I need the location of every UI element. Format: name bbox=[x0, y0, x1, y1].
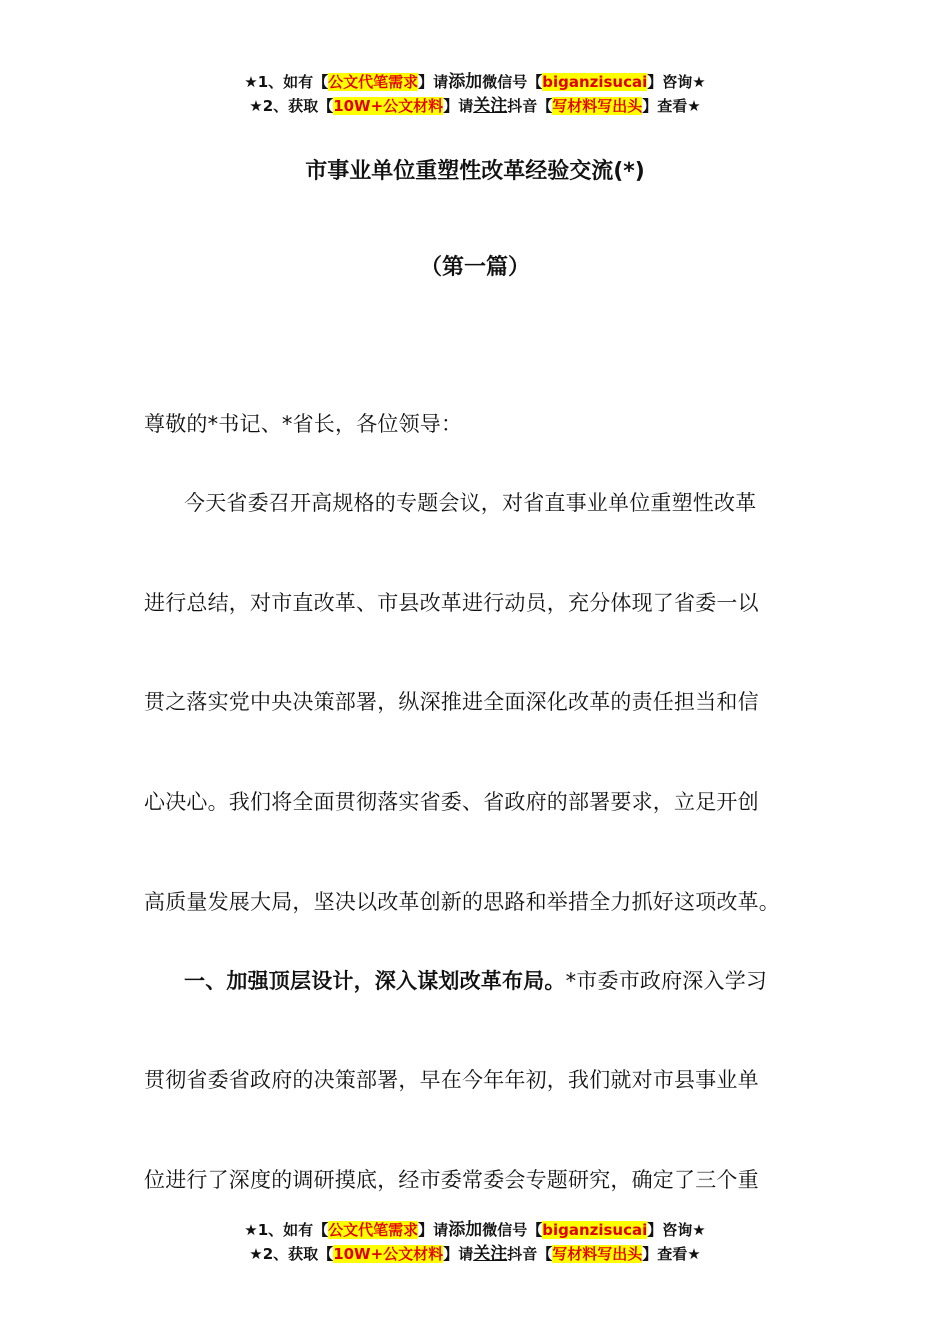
promo-text: 】请 bbox=[418, 73, 449, 91]
promo-douyin-id: 写材料写出头 bbox=[552, 97, 643, 115]
paragraph-line: 贯彻省委省政府的决策部署，早在今年年初，我们就对市县事业单 bbox=[144, 1068, 759, 1092]
promo-emphasis: 关注 bbox=[473, 96, 508, 116]
promo-text: 】咨询★ bbox=[647, 73, 706, 91]
paragraph-line: 高质量发展大局，坚决以改革创新的思路和举措全力抓好这项改革。 bbox=[144, 890, 780, 914]
paragraph-line: 位进行了深度的调研摸底，经市委常委会专题研究，确定了三个重 bbox=[144, 1168, 759, 1192]
document-subtitle: （第一篇） bbox=[419, 255, 530, 280]
promo-emphasis: 关注 bbox=[473, 1244, 508, 1264]
paragraph-line: 贯之落实党中央决策部署，纵深推进全面深化改革的责任担当和信 bbox=[144, 690, 759, 714]
promo-highlight: 公文代笔需求 bbox=[328, 73, 419, 91]
salutation: 尊敬的*书记、*省长，各位领导： bbox=[144, 412, 463, 436]
promo-highlight: 10W+公文材料 bbox=[333, 97, 444, 115]
promo-banner-bottom bbox=[0, 1218, 950, 1266]
section-heading: 一、加强顶层设计，深入谋划改革布局。 bbox=[184, 969, 566, 993]
promo-highlight: 10W+公文材料 bbox=[333, 1245, 444, 1263]
paragraph-text: *市委市政府深入学习 bbox=[565, 969, 768, 993]
promo-text: 】请 bbox=[443, 97, 474, 115]
promo-text: 抖音【 bbox=[507, 97, 553, 115]
promo-line-2 bbox=[0, 1242, 950, 1266]
paragraph-line: 今天省委召开高规格的专题会议，对省直事业单位重塑性改革 bbox=[184, 491, 757, 515]
promo-line-2 bbox=[0, 94, 950, 118]
promo-douyin-id: 写材料写出头 bbox=[552, 1245, 643, 1263]
promo-wechat-id: biganzisucai bbox=[542, 73, 648, 91]
promo-text: 微信号【 bbox=[482, 73, 543, 91]
paragraph-line: 心决心。我们将全面贯彻落实省委、省政府的部署要求，立足开创 bbox=[144, 790, 759, 814]
promo-banner-top bbox=[0, 70, 950, 118]
promo-text: 抖音【 bbox=[507, 1245, 553, 1263]
promo-text: 】请 bbox=[418, 1221, 449, 1239]
promo-emphasis: 添加 bbox=[448, 72, 483, 92]
promo-text: ★1、如有【 bbox=[244, 1221, 329, 1239]
paragraph-line: 进行总结，对市直改革、市县改革进行动员，充分体现了省委一以 bbox=[144, 591, 759, 615]
promo-text: 】咨询★ bbox=[647, 1221, 706, 1239]
promo-wechat-id: biganzisucai bbox=[542, 1221, 648, 1239]
promo-text: 微信号【 bbox=[482, 1221, 543, 1239]
promo-text: ★2、获取【 bbox=[249, 1245, 334, 1263]
paragraph-line bbox=[144, 965, 864, 995]
promo-line-1 bbox=[0, 70, 950, 94]
promo-text: ★2、获取【 bbox=[249, 97, 334, 115]
promo-text: 】查看★ bbox=[642, 1245, 701, 1263]
promo-line-1 bbox=[0, 1218, 950, 1242]
promo-highlight: 公文代笔需求 bbox=[328, 1221, 419, 1239]
promo-text: ★1、如有【 bbox=[244, 73, 329, 91]
promo-text: 】查看★ bbox=[642, 97, 701, 115]
promo-text: 】请 bbox=[443, 1245, 474, 1263]
promo-emphasis: 添加 bbox=[448, 1220, 483, 1240]
document-title: 市事业单位重塑性改革经验交流(*) bbox=[305, 159, 645, 184]
